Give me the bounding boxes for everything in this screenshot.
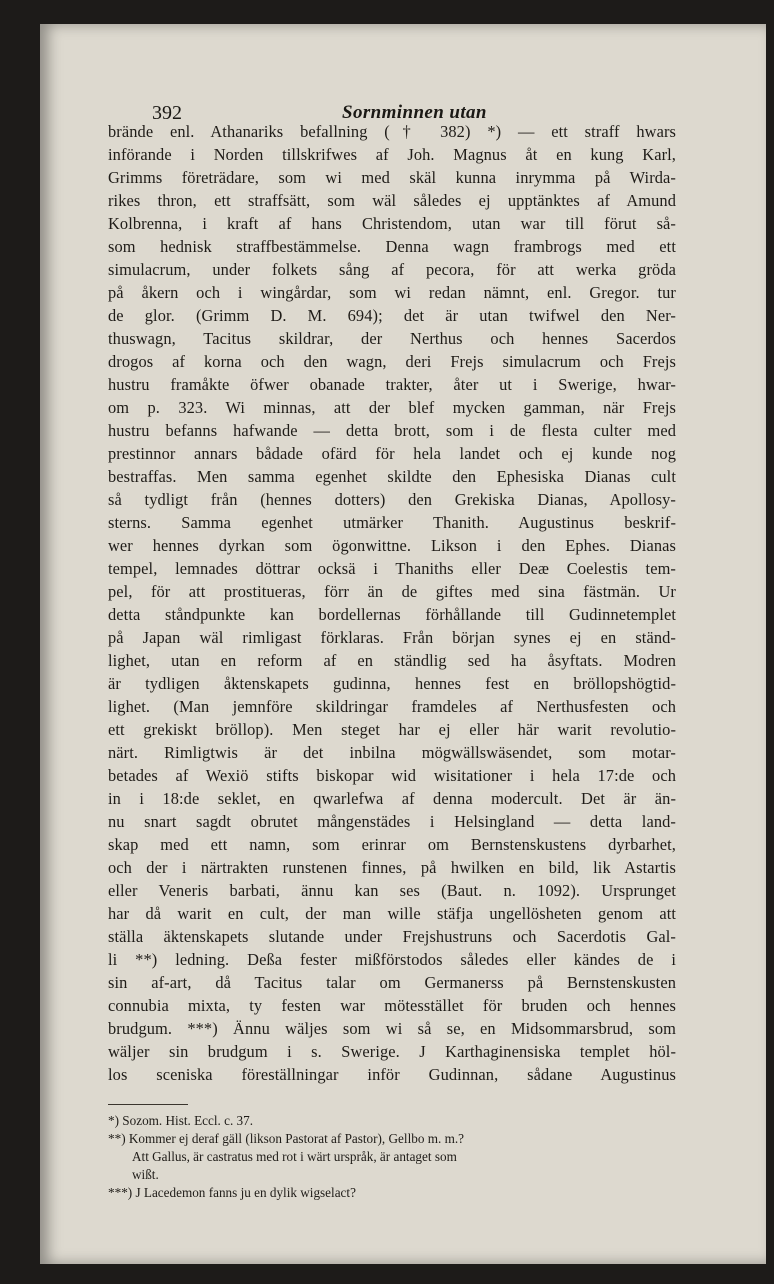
text-line: brudgum. ***) Ännu wäljes som wi så se, en Midsommarsbrud, som (108, 1019, 676, 1038)
text-line: ett grekiskt bröllop). Men steget har ej eller här warit revolutio- (108, 720, 676, 739)
text-line: thuswagn, Tacitus skildrar, der Nerthus och hennes Sacerdos (108, 329, 676, 348)
text-line: sterns. Samma egenhet utmärker Thanith. Augustinus beskrif- (108, 513, 676, 532)
text-line: sin af-art, då Tacitus talar om Germanerss på Bernstenskusten (108, 973, 676, 992)
text-line: närt. Rimligtwis är det inbilna mögwällswäsendet, som motar- (108, 743, 676, 762)
text-line: Grimms företrädare, som wi med skäl kunna inrymma på Wirda- (108, 168, 676, 187)
text-line: som hednisk straffbestämmelse. Denna wagn frambrogs med ett (108, 237, 676, 256)
text-line: brände enl. Athanariks befallning († 382) *) — ett straff hwars (108, 122, 676, 141)
text-line: prestinnor annars bådade ofärd för hela landet och ej kunde nog (108, 444, 676, 463)
text-line: tempel, lemnades döttrar ocksä i Thaniths eller Deæ Coelestis tem- (108, 559, 676, 578)
body-text (108, 120, 676, 1086)
text-line: så tydligt från (hennes dotters) den Grekiska Dianas, Apollosy- (108, 490, 676, 509)
text-line: hustru befanns hafwande — detta brott, som i de flesta culter med (108, 421, 676, 440)
page-number: 392 (152, 102, 182, 124)
footnotes (108, 1112, 676, 1202)
text-line: in i 18:de seklet, en qwarlefwa af denna modercult. Det är än- (108, 789, 676, 808)
text-line: wer hennes dyrkan som ögonwittne. Likson i den Ephes. Dianas (108, 536, 676, 555)
text-line: och der i närtrakten runstenen finnes, på hwilken en bild, lik Astartis (108, 858, 676, 877)
text-line: connubia mixta, ty festen war mötesstället för bruden och hennes (108, 996, 676, 1015)
text-line: pel, för att prostitueras, förr än de giftes med sina fästmän. Ur (108, 582, 676, 601)
footnote-line: *) Sozom. Hist. Eccl. c. 37. (108, 1113, 254, 1128)
footnote-rule (108, 1104, 188, 1105)
text-line: wäljer sin brudgum i s. Swerige. J Karthaginensiska templet höl- (108, 1042, 676, 1061)
footnote-line: ***) J Lacedemon fanns ju en dylik wigselact? (108, 1185, 356, 1200)
text-line: rikes thron, ett straffsätt, som wäl således ej upptänktes af Amund (108, 191, 676, 210)
text-line: detta ståndpunkte kan bordellernas förhållande till Gudinnetemplet (108, 605, 676, 624)
text-line: nu snart sagdt obrutet mångenstädes i Helsingland — detta land- (108, 812, 676, 831)
text-line: om p. 323. Wi minnas, att der blef mycken gamman, när Frejs (108, 398, 676, 417)
text-line: drogos af korna och den wagn, deri Frejs simulacrum och Frejs (108, 352, 676, 371)
text-line: lighet, utan en reform af en ständlig sed ha åsyftats. Modren (108, 651, 676, 670)
text-line: är tydligen åktenskapets gudinna, hennes fest en bröllopshögtid- (108, 674, 676, 693)
text-line: li **) ledning. Deßa fester mißförstodos således eller kändes de i (108, 950, 676, 969)
footnote-line: wißt. (132, 1167, 159, 1182)
text-line: simulacrum, under folkets sång af pecora, för att werka gröda (108, 260, 676, 279)
text-line: införande i Norden tillskrifwes af Joh. Magnus åt en kung Karl, (108, 145, 676, 164)
text-line: bestraffas. Men samma egenhet skildte den Ephesiska Dianas cult (108, 467, 676, 486)
text-line: lighet. (Man jemnföre skildringar framdeles af Nerthusfesten och (108, 697, 676, 716)
text-line: skap med ett namn, som erinrar om Bernstenskustens dyrbarhet, (108, 835, 676, 854)
text-line: de glor. (Grimm D. M. 694); det är utan twifwel den Ner- (108, 306, 676, 325)
text-line: eller Veneris barbati, ännu kan ses (Baut. n. 1092). Ursprunget (108, 881, 676, 900)
footnote-line: **) Kommer ej deraf gäll (likson Pastorat af Pastor), Gellbo m. m.? (108, 1131, 464, 1146)
footnote-line: Att Gallus, är castratus med rot i wärt urspråk, är antaget som (132, 1149, 457, 1164)
text-line: har då warit en cult, der man wille stäfja ungellösheten genom att (108, 904, 676, 923)
text-line: på åkern och i wingårdar, som wi redan nämnt, enl. Gregor. tur (108, 283, 676, 302)
text-line: los sceniska föreställningar inför Gudinnan, sådane Augustinus (108, 1065, 676, 1084)
text-line: Kolbrenna, i kraft af hans Christendom, utan war till förut så- (108, 214, 676, 233)
text-line: betades af Wexiö stifts biskopar wid wisitationer i hela 17:de och (108, 766, 676, 785)
text-line: på Japan wäl rimligast förklaras. Från början synes ej en ständ- (108, 628, 676, 647)
text-line: ställa äktenskapets slutande under Frejshustruns och Sacerdotis Gal- (108, 927, 676, 946)
text-line: hustru framåkte öfwer obanade trakter, åter ut i Swerige, hwar- (108, 375, 676, 394)
running-title: Sornminnen utan (342, 102, 487, 123)
